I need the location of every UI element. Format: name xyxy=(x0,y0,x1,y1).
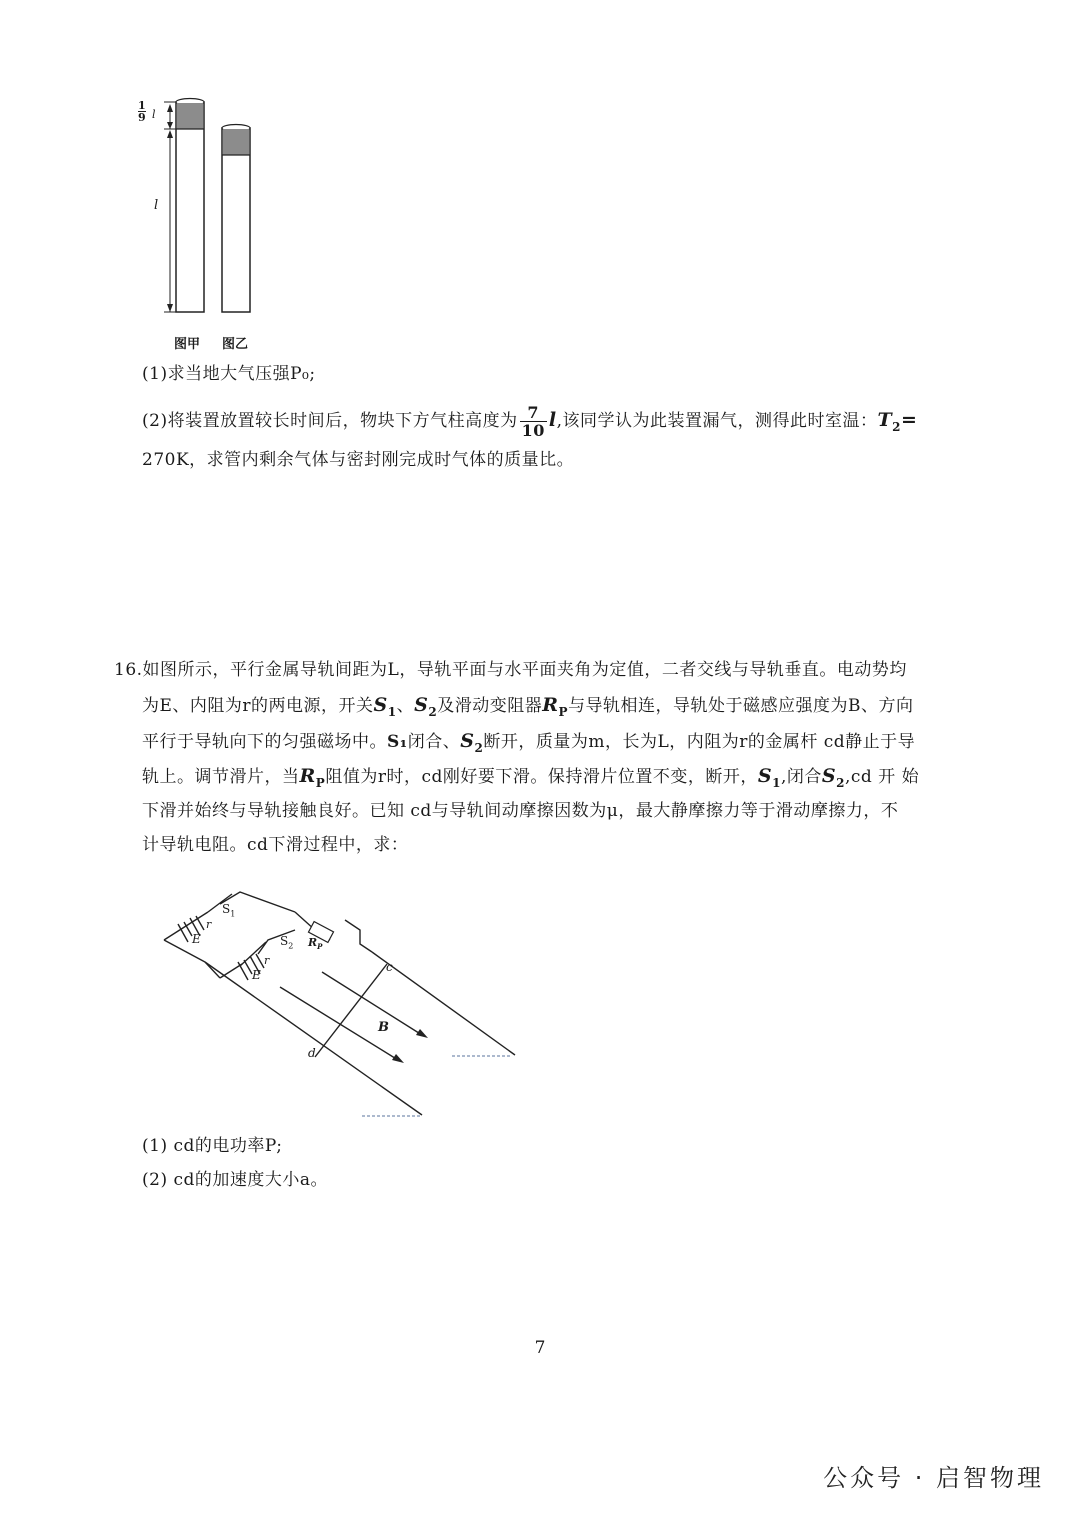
q16-line4: 轨上。调节滑片，当$R_P$阻值为r时，cd刚好要下滑。保持滑片位置不变，断开，$S_1$,闭合$S_2,cd$ 开 始 xyxy=(142,765,920,790)
frac-var-label: l xyxy=(152,108,156,121)
l-label: l xyxy=(154,198,159,213)
r1-label: r xyxy=(206,918,212,931)
watermark: 公众号 · 启智物理 xyxy=(823,1464,1044,1492)
caption-fig-b: 图乙 xyxy=(222,337,249,352)
r2-label: r xyxy=(264,954,270,967)
q15-sub1: (1)求当地大气压强P₀; xyxy=(142,364,316,384)
q16-line3: 平行于导轨向下的匀强磁场中。S₁闭合、$S_2$断开，质量为m，长为L，内阻为r的金属杆 cd静止于导 xyxy=(142,730,916,755)
q16-line5: 下滑并始终与导轨接触良好。已知 cd与导轨间动摩擦因数为μ，最大静摩擦力等于滑动摩擦力，不 xyxy=(142,801,899,821)
q15-sub2: (2)将装置放置较长时间后，物块下方气柱高度为 $\frac{7}{10}$ l,该同学认为此装置漏气，测得此时室温：$T_2=$ xyxy=(142,403,918,440)
q16-sub2: (2) cd的加速度大小a。 xyxy=(142,1170,329,1190)
page-number: 7 xyxy=(534,1338,546,1358)
q16-line1: 16.如图所示，平行金属导轨间距为L，导轨平面与水平面夹角为定值，二者交线与导轨垂直。电动势均 xyxy=(114,660,907,680)
d-label: d xyxy=(308,1046,316,1060)
e2-label: E xyxy=(252,968,261,982)
tube-figure xyxy=(130,92,280,362)
fraction-7-10: $\frac{7}{10}$ xyxy=(521,403,545,440)
rp-label: $R_P$ xyxy=(308,936,323,952)
e1-label: E xyxy=(192,932,201,946)
q15-sub2-cont: 270K，求管内剩余气体与密封刚完成时气体的质量比。 xyxy=(142,450,575,470)
q16-line6: 计导轨电阻。cd下滑过程中，求： xyxy=(142,835,409,855)
circuit-figure xyxy=(150,872,530,1127)
circuit-diagram xyxy=(150,872,530,1127)
s1-label: $S_1$ xyxy=(222,902,236,919)
b-label: B xyxy=(378,1020,389,1035)
one-ninth-label: 1 9 xyxy=(138,99,146,124)
caption-fig-a: 图甲 xyxy=(174,337,201,352)
q16-sub1: (1) cd的电功率P; xyxy=(142,1136,283,1156)
s2-label: $S_2$ xyxy=(280,934,294,951)
q16-line2: 为E、内阻为r的两电源，开关$S_1$、$S_2$及滑动变阻器$R_P$与导轨相连，导轨处于磁感应强度为B、方向 xyxy=(142,694,914,719)
tube-diagram xyxy=(130,92,280,362)
c-label: c xyxy=(386,960,393,974)
